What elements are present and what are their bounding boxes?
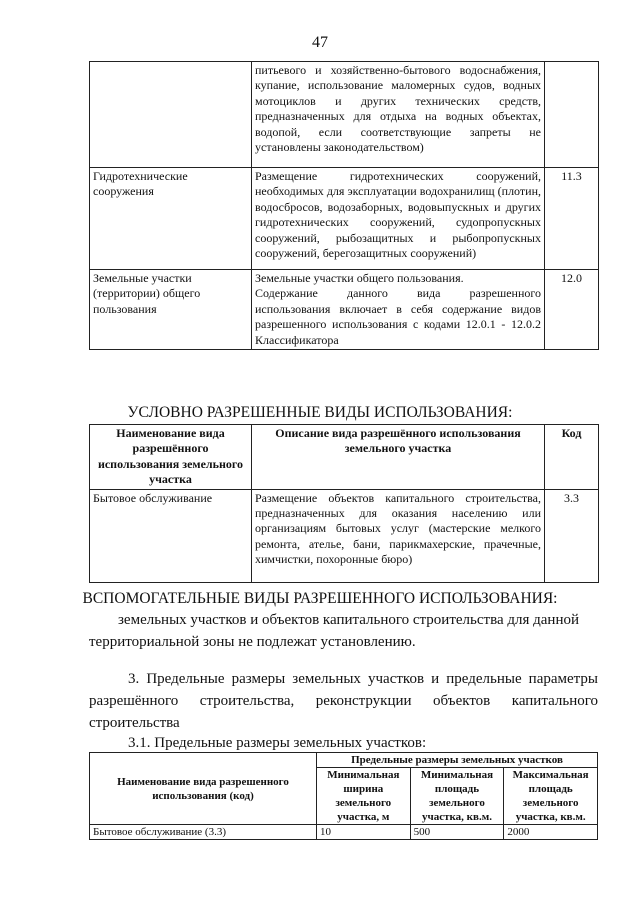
use-description-cell: Размещение объектов капитального строительства, предназначенных для оказания населению или организациям бытовых услуг (мастерские мелкого ремонта, ателье, бани, парикмахерские, прачечные, химчистки, похоронные бюро)	[252, 489, 545, 582]
table-row	[90, 168, 599, 270]
auxiliary-uses-heading: ВСПОМОГАТЕЛЬНЫЕ ВИДЫ РАЗРЕШЕННОГО ИСПОЛЬЗОВАНИЯ:	[82, 590, 558, 607]
use-code-cell: 12.0	[545, 270, 599, 350]
column-header-max-area: Максимальная площадь земельного участка, кв.м.	[504, 768, 598, 825]
use-description-cell: питьевого и хозяйственно-бытового водоснабжения, купание, использование маломерных судов, водных мотоциклов и других технических средств, предназначенных для отдыха на водных объектах, водопой, если соответствующие запреты не установлены законодательством)	[252, 62, 545, 168]
column-header-min-area: Минимальная площадь земельного участка, кв.м.	[410, 768, 504, 825]
description-line: Содержание данного вида разрешенного использования включает в себя содержание видов разрешенного использования с кодами 12.0.1 - 12.0.2 Классификатора	[255, 286, 541, 347]
use-name-cell: Бытовое обслуживание (3.3)	[90, 825, 317, 840]
use-code-cell: 11.3	[545, 168, 599, 270]
auxiliary-uses-text-line1: земельных участков и объектов капитального строительства для данной	[118, 612, 580, 628]
table-header-row	[90, 425, 599, 490]
use-name-cell	[90, 62, 252, 168]
conditional-uses-table	[89, 424, 599, 583]
column-header-code: Код	[545, 425, 599, 490]
use-name-cell: Гидротехнические сооружения	[90, 168, 252, 270]
auxiliary-uses-text-line2: территориальной зоны не подлежат установлению.	[89, 634, 416, 650]
table-row	[90, 825, 598, 840]
column-header-min-width: Минимальная ширина земельного участка, м	[317, 768, 411, 825]
section-3-paragraph: 3. Предельные размеры земельных участков и предельные параметры разрешённого строительства, реконструкции объектов капитального строительства	[89, 671, 598, 731]
use-name-cell: Бытовое обслуживание	[90, 489, 252, 582]
min-area-cell: 500	[410, 825, 504, 840]
page-number: 47	[312, 34, 328, 51]
conditional-uses-heading: УСЛОВНО РАЗРЕШЕННЫЕ ВИДЫ ИСПОЛЬЗОВАНИЯ:	[127, 404, 513, 421]
plot-size-limits-table	[89, 752, 598, 840]
min-width-cell: 10	[317, 825, 411, 840]
use-code-cell	[545, 62, 599, 168]
table-header-row	[90, 753, 598, 768]
column-header-description: Описание вида разрешённого использования земельного участка	[252, 425, 545, 490]
column-group-header: Предельные размеры земельных участков	[317, 753, 598, 768]
table-row	[90, 489, 599, 582]
table-row	[90, 62, 599, 168]
use-name-cell: Земельные участки (территории) общего пользования	[90, 270, 252, 350]
use-code-cell: 3.3	[545, 489, 599, 582]
table-row	[90, 270, 599, 350]
permitted-uses-table	[89, 61, 599, 350]
max-area-cell: 2000	[504, 825, 598, 840]
section-3-1-subheading: 3.1. Предельные размеры земельных участков:	[128, 735, 427, 751]
use-description-cell: Размещение гидротехнических сооружений, необходимых для эксплуатации водохранилищ (плотин, водосбросов, водозаборных, водовыпускных и других гидротехнических сооружений, судопропускных сооружений, рыбозащитных и рыбопропускных сооружений, берегозащитных сооружений)	[252, 168, 545, 270]
description-line: Земельные участки общего пользования.	[255, 271, 464, 285]
column-header-use-name: Наименование вида разрешенного использования (код)	[90, 753, 317, 825]
column-header-name: Наименование вида разрешённого использования земельного участка	[90, 425, 252, 490]
use-description-cell	[252, 270, 545, 350]
